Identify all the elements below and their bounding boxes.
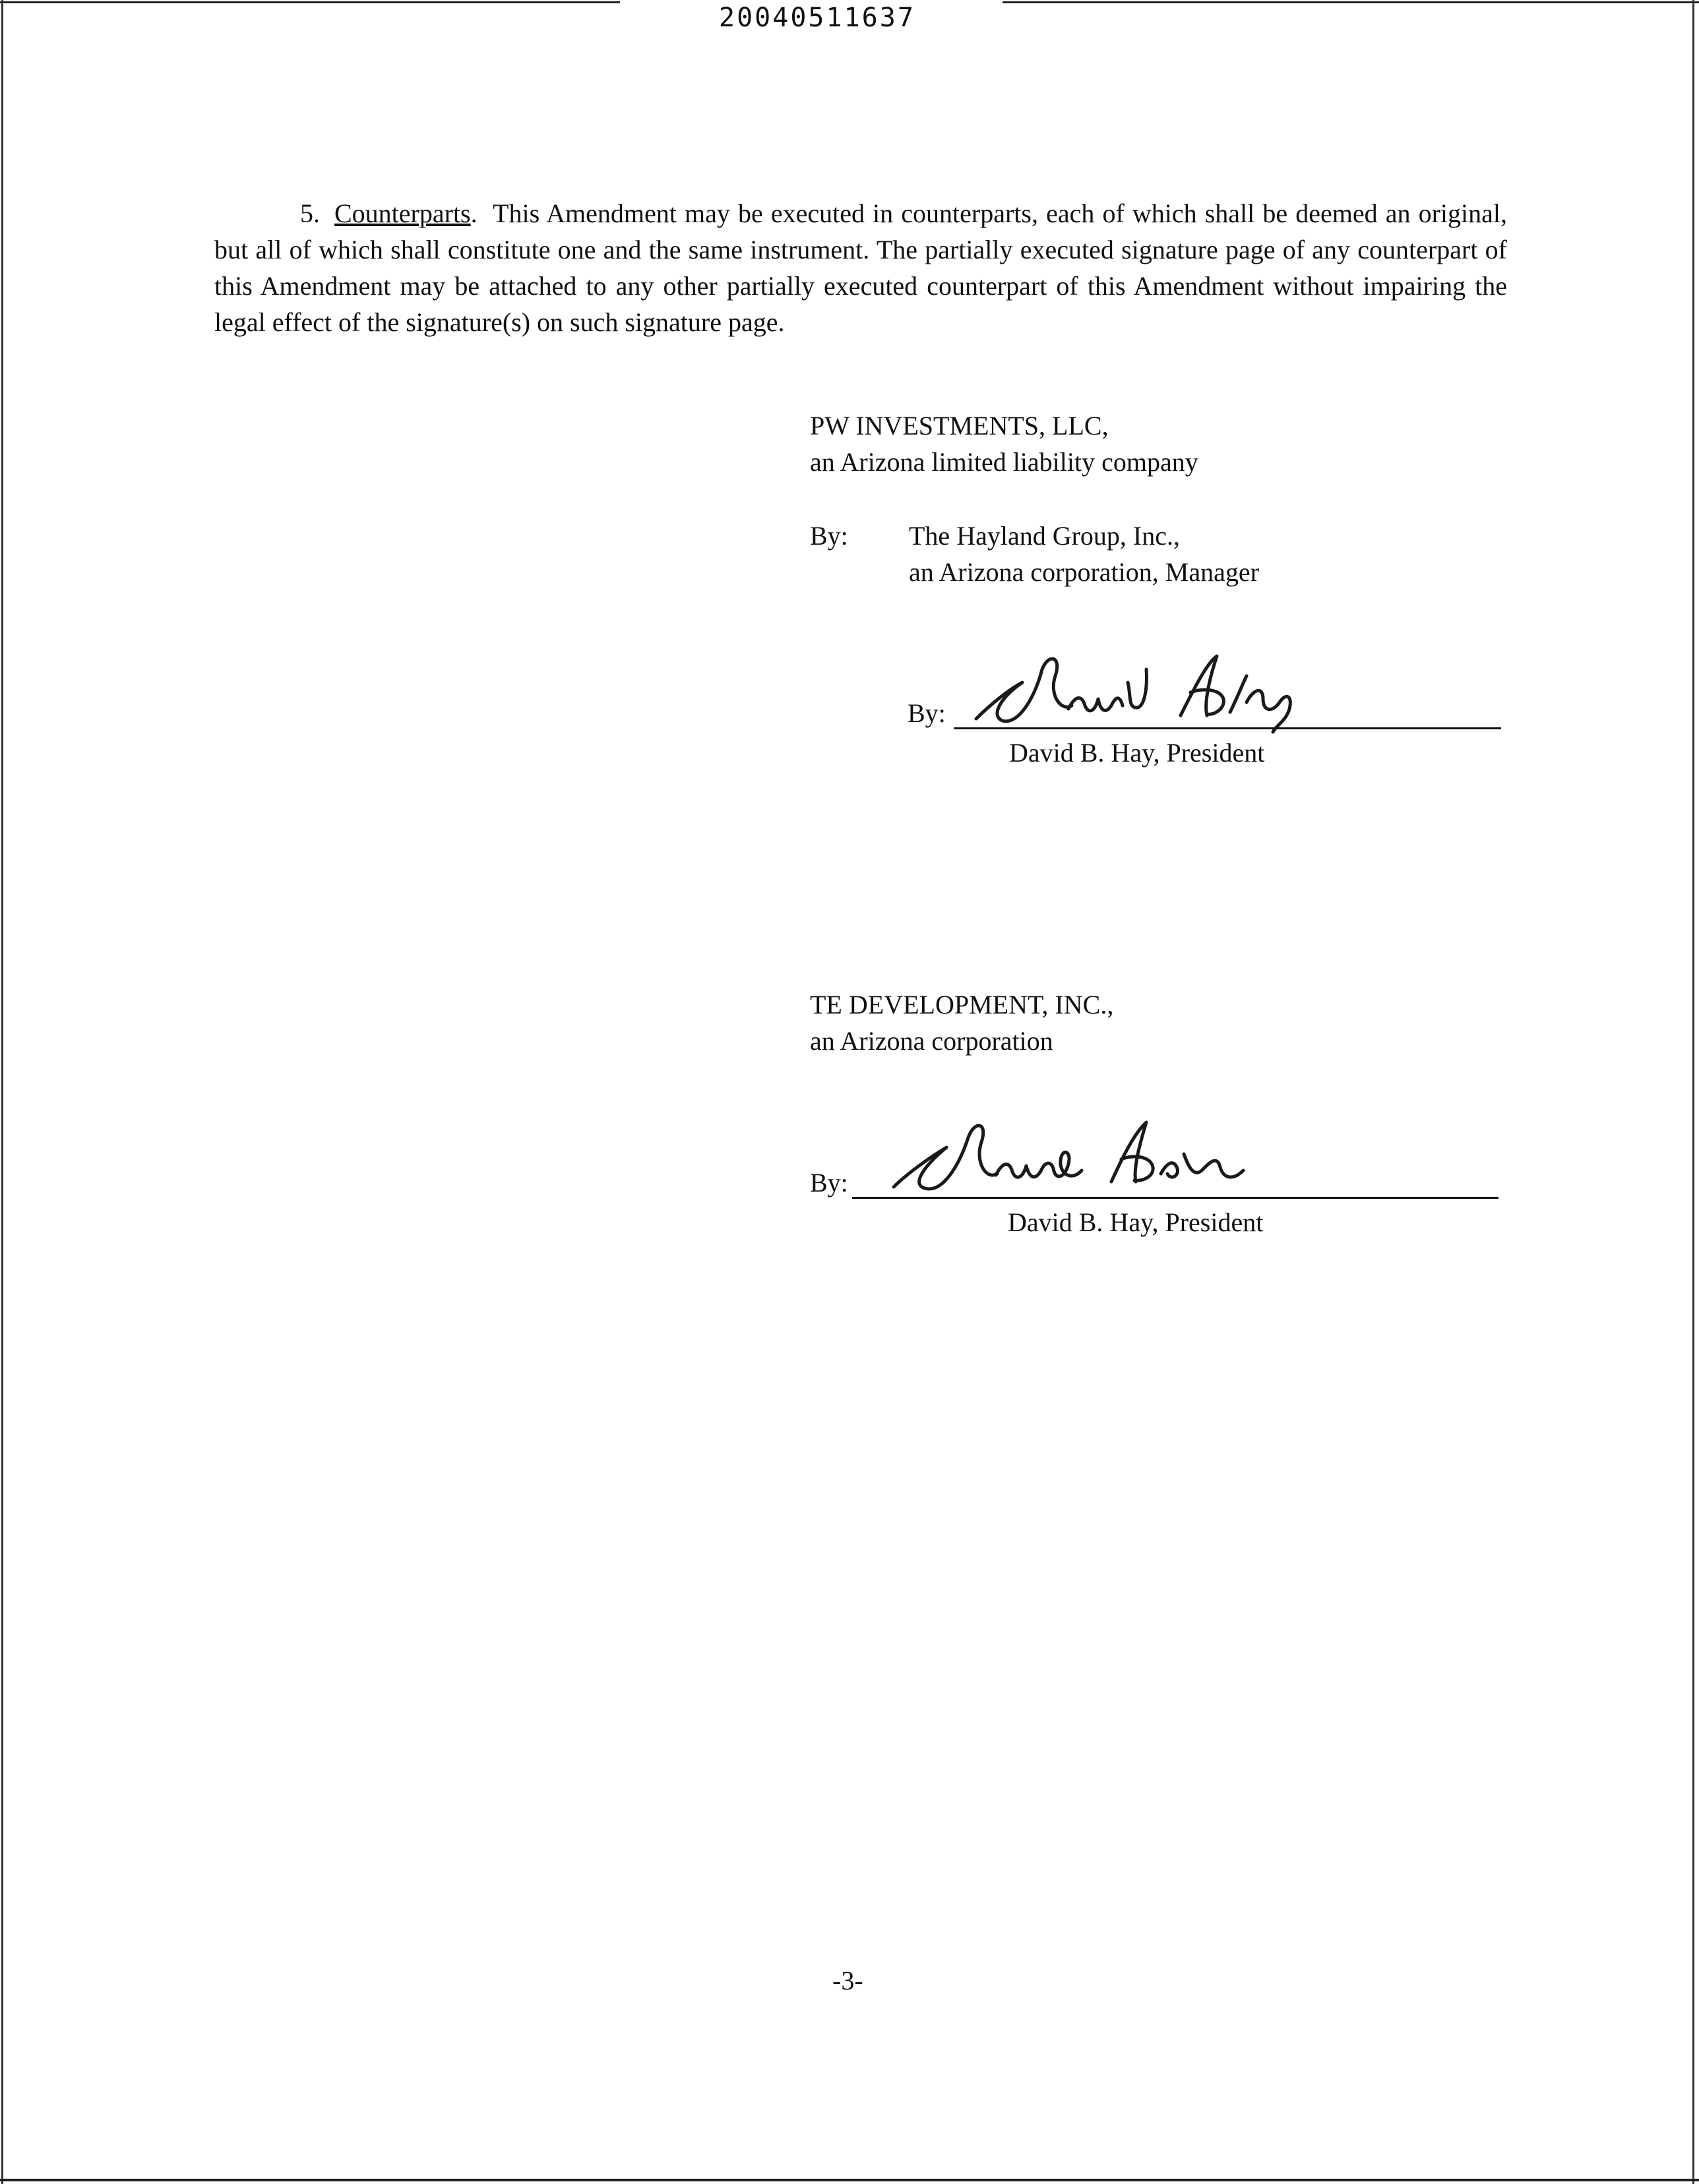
pw-signature-line	[954, 727, 1501, 729]
pw-entity-name: PW INVESTMENTS, LLC,	[810, 411, 1109, 440]
te-signature-line	[852, 1197, 1498, 1199]
document-number: 20040511637	[719, 3, 915, 33]
te-signatory: David B. Hay, President	[1008, 1207, 1264, 1237]
pw-manager-description: an Arizona corporation, Manager	[909, 557, 1259, 587]
pw-entity-description: an Arizona limited liability company	[810, 447, 1198, 477]
top-border-right	[1003, 1, 1699, 3]
right-scan-edge	[1692, 0, 1694, 2184]
te-entity-name: TE DEVELOPMENT, INC.,	[810, 990, 1114, 1019]
te-handwritten-signature	[884, 1108, 1280, 1200]
pw-by-label: By:	[810, 521, 848, 551]
pw-manager-name: The Hayland Group, Inc.,	[909, 521, 1180, 551]
left-scan-edge	[1, 0, 3, 2184]
section-heading: Counterparts	[334, 198, 471, 228]
heading-period: .	[470, 198, 493, 228]
top-border-left	[0, 1, 620, 3]
pw-signatory: David B. Hay, President	[1009, 738, 1265, 768]
section-number: 5.	[300, 198, 320, 228]
page-number: -3-	[832, 1966, 863, 1995]
te-signature-by-label: By:	[810, 1168, 848, 1198]
bottom-border	[0, 2179, 1699, 2181]
te-entity-description: an Arizona corporation	[810, 1026, 1053, 1056]
section-text: This Amendment may be executed in counterparts, each of which shall be deemed an original, but all of which shall constitute one and the same instrument. The partially executed signature page of any counterpart of this Amendment may be attached to any other partially executed counterpart of this Amendment without impairing the legal effect of the signature(s) on such signature page.	[214, 198, 1507, 337]
pw-handwritten-signature	[963, 643, 1319, 735]
pw-signature-by-label: By:	[908, 698, 946, 728]
counterparts-paragraph	[214, 195, 1507, 340]
